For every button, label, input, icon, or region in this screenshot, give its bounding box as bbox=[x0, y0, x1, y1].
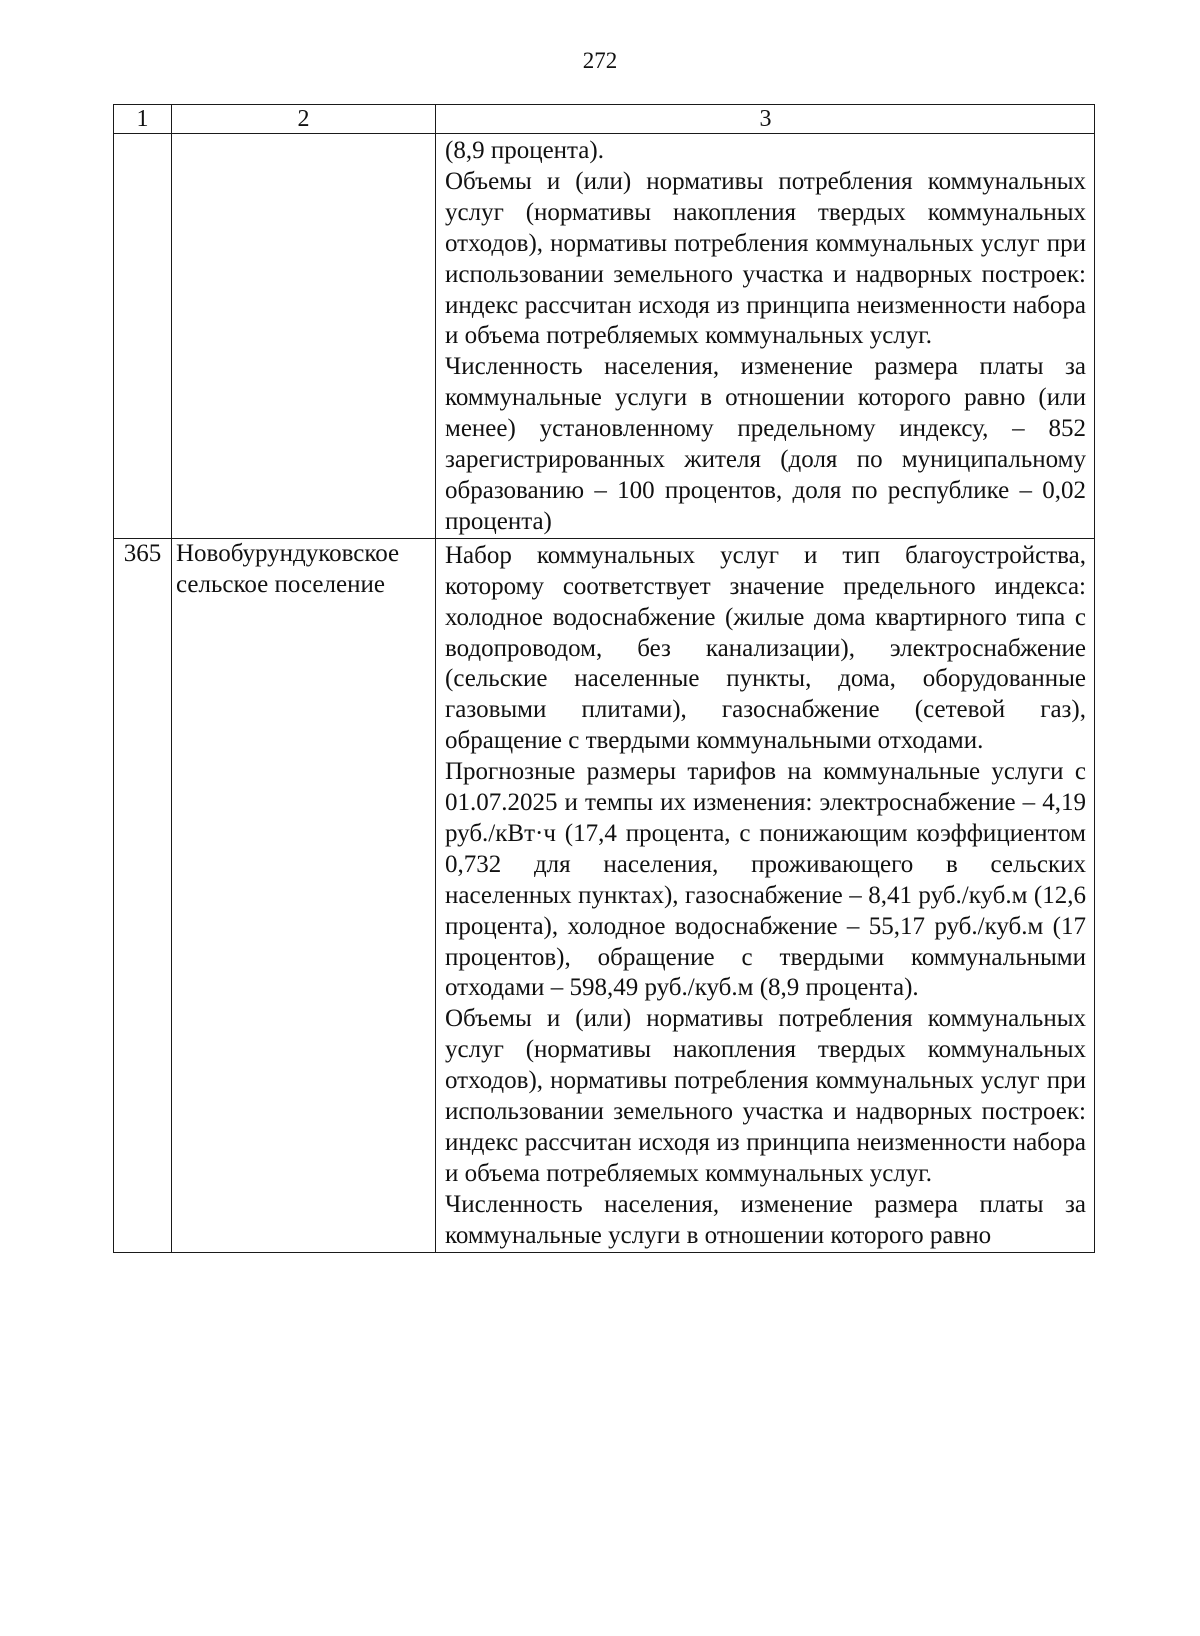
settlement-name: Новобурундуковское сельское поселение bbox=[176, 539, 400, 598]
table-row-continuation bbox=[114, 134, 1095, 539]
table-row-365 bbox=[114, 538, 1095, 1252]
header-col-3: 3 bbox=[436, 105, 1095, 134]
paragraph: Объемы и (или) нормативы потребления коммунальных услуг (нормативы накопления твердых коммунальных отходов), нормативы потребления коммунальных услуг при использовании земельного участка и надворных построек: индекс рассчитан исходя из принципа неизменности набора и объема потребляемых коммунальных услуг. bbox=[445, 1005, 1086, 1187]
header-col-2: 2 bbox=[172, 105, 436, 134]
paragraph: Численность населения, изменение размера платы за коммунальные услуги в отношении которого равно (или менее) установленному предельному индексу, – 852 зарегистрированных жителя (доля по муниципальному образованию – 100 процентов, доля по республике – 0,02 процента) bbox=[445, 353, 1086, 535]
paragraph: Набор коммунальных услуг и тип благоустройства, которому соответствует значение предельного индекса: холодное водоснабжение (жилые дома квартирного типа с водопроводом, без канализации), электроснабжение (сельские населенные пункты, дома, оборудованные газовыми плитами), газоснабжение (сетевой газ), обращение с твердыми коммунальными отходами. bbox=[445, 541, 1086, 755]
table-header-row bbox=[114, 105, 1095, 134]
row-number: 365 bbox=[123, 539, 162, 567]
row-number-cell bbox=[114, 538, 172, 1252]
paragraph: (8,9 процента). bbox=[445, 137, 604, 164]
header-col-1: 1 bbox=[114, 105, 172, 134]
paragraph: Прогнозные размеры тарифов на коммунальные услуги с 01.07.2025 и темпы их изменения: электроснабжение – 4,19 руб./кВт·ч (17,4 процента, с понижающим коэффициентом 0,732 для населения, проживающего в сельских населенных пунктах), газоснабжение – 8,41 руб./куб.м (12,6 процента), холодное водоснабжение – 55,17 руб./куб.м (17 процентов), обращение с твердыми коммунальными отходами – 598,49 руб./куб.м (8,9 процента). bbox=[445, 758, 1086, 1002]
page-number: 272 bbox=[582, 48, 618, 73]
paragraph: Объемы и (или) нормативы потребления коммунальных услуг (нормативы накопления твердых коммунальных отходов), нормативы потребления коммунальных услуг при использовании земельного участка и надворных построек: индекс рассчитан исходя из принципа неизменности набора и объема потребляемых коммунальных услуг. bbox=[445, 167, 1086, 350]
settlement-cell bbox=[172, 134, 436, 539]
paragraph: Численность населения, изменение размера платы за коммунальные услуги в отношении которого равно bbox=[445, 1190, 1086, 1249]
description-cell bbox=[436, 538, 1095, 1252]
tariff-table bbox=[113, 104, 1095, 1253]
settlement-cell bbox=[172, 538, 436, 1252]
row-number-cell bbox=[114, 134, 172, 539]
description-cell bbox=[436, 134, 1095, 539]
